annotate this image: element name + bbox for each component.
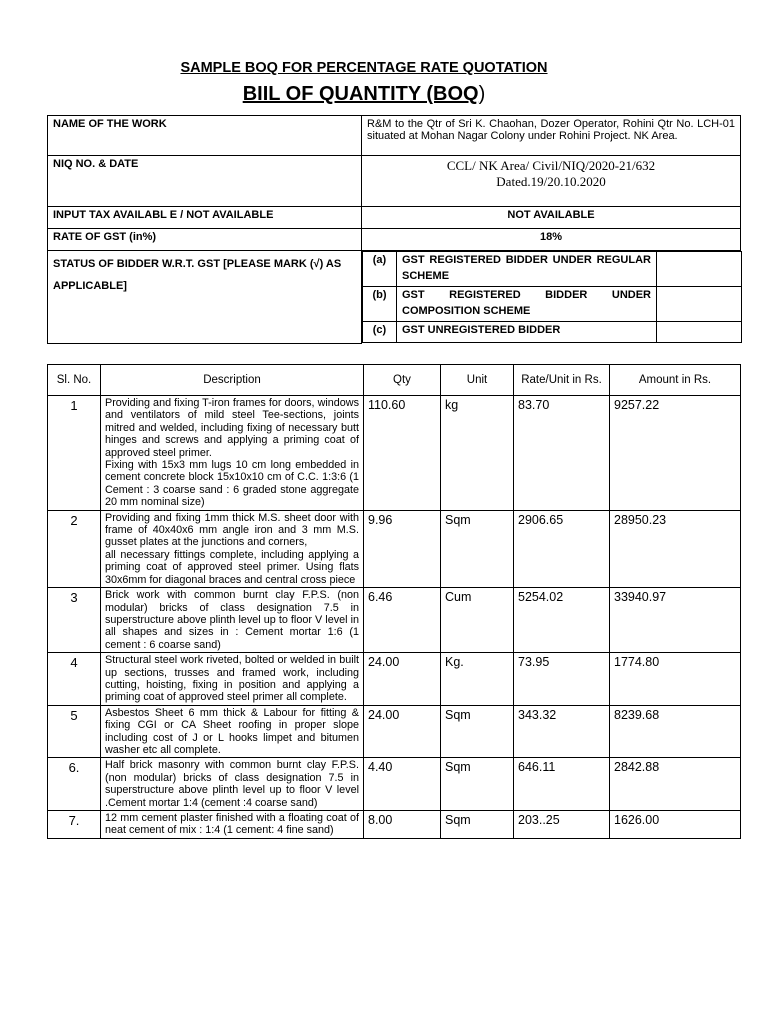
table-row [48,396,741,511]
status-option-a-text: GST REGISTERED BIDDER UNDER REGULAR SCHEME [397,252,657,287]
work-label: NAME OF THE WORK [48,116,362,156]
row-description-text: Providing and fixing 1mm thick M.S. sheet door with frame of 40x40x6 mm angle iron and 3 mm M.S. gusset plates at the junctions and corners, [105,511,359,549]
document-title [0,83,728,106]
tax-row [48,207,741,229]
tax-label: INPUT TAX AVAILABL E / NOT AVAILABLE [48,207,362,229]
row-description: Structural steel work riveted, bolted or welded in built up sections, trusses and framed work, including cutting, hoisting, fixing in position and applying a priming coat of approved steel primer all complete. [101,653,364,706]
status-options [362,251,741,344]
row-rate: 343.32 [514,705,610,758]
status-option-b-code: (b) [363,287,397,322]
document-title-paren: ) [478,83,486,105]
row-rate: 646.11 [514,758,610,811]
status-option-c-mark[interactable] [657,322,742,343]
row-description: Asbestos Sheet 6 mm thick & Labour for fitting & fixing CGI or CA Sheet roofing in proper slope including cost of J or L hooks limpet and bitumen washer etc all complete. [101,705,364,758]
row-unit: Sqm [441,705,514,758]
row-sl: 6. [48,758,101,811]
header-unit: Unit [441,365,514,396]
row-amount: 1774.80 [610,653,741,706]
row-qty: 9.96 [364,510,441,587]
row-qty: 110.60 [364,396,441,511]
header-sl: Sl. No. [48,365,101,396]
table-row [48,510,741,587]
row-description-text-2: Fixing with 15x3 mm lugs 10 cm long embedded in cement concrete block 15x10x10 cm of C.C. 1:3:6 (1 Cement : 3 coarse sand : 6 graded stone aggregate 20 mm nominal size) [105,459,359,509]
row-qty: 6.46 [364,588,441,653]
row-qty: 24.00 [364,653,441,706]
niq-row [48,156,741,207]
table-row [48,653,741,706]
status-option-a-mark[interactable] [657,252,742,287]
row-description-text-2: all necessary fittings complete, including applying a priming coat of approved steel primer. Using flats 30x6mm for diagonal braces and central cross piece [105,548,359,586]
row-rate: 2906.65 [514,510,610,587]
row-unit: Sqm [441,510,514,587]
row-amount: 33940.97 [610,588,741,653]
boq-header-row [48,365,741,396]
row-amount: 8239.68 [610,705,741,758]
status-option-b-mark[interactable] [657,287,742,322]
row-description: Brick work with common burnt clay F.P.S. (non modular) bricks of class designation 7.5 in superstructure above plinth level up to floor V level in all shapes and sizes in : Cement mortar 1:6 (1 cement : 6 coarse sand) [101,588,364,653]
tax-value: NOT AVAILABLE [362,207,741,229]
row-rate: 203..25 [514,811,610,839]
gst-rate-row [48,229,741,251]
niq-label: NIQ NO. & DATE [48,156,362,207]
document-title-main: BIIL OF QUANTITY (BOQ [242,83,479,105]
niq-date: Dated.19/20.10.2020 [496,174,606,189]
row-sl: 4 [48,653,101,706]
gst-rate-label: RATE OF GST (in%) [48,229,362,251]
work-row [48,116,741,156]
work-value: R&M to the Qtr of Sri K. Chaohan, Dozer Operator, Rohini Qtr No. LCH-01 situated at Mohan Nagar Colony under Rohini Project. NK Area. [362,116,741,156]
row-description [101,510,364,587]
row-rate: 83.70 [514,396,610,511]
row-sl: 5 [48,705,101,758]
status-option-c [363,322,742,343]
row-unit: Cum [441,588,514,653]
row-unit: kg [441,396,514,511]
row-amount: 1626.00 [610,811,741,839]
header-amount: Amount in Rs. [610,365,741,396]
row-unit: Kg. [441,653,514,706]
row-sl: 7. [48,811,101,839]
status-option-a [363,252,742,287]
row-qty: 8.00 [364,811,441,839]
row-description [101,396,364,511]
header-description: Description [101,365,364,396]
status-label: STATUS OF BIDDER W.R.T. GST [PLEASE MARK (√) AS APPLICABLE] [48,251,362,344]
row-amount: 2842.88 [610,758,741,811]
row-rate: 5254.02 [514,588,610,653]
row-amount: 9257.22 [610,396,741,511]
row-qty: 4.40 [364,758,441,811]
status-option-c-text: GST UNREGISTERED BIDDER [397,322,657,343]
row-qty: 24.00 [364,705,441,758]
row-sl: 3 [48,588,101,653]
row-unit: Sqm [441,811,514,839]
header-qty: Qty [364,365,441,396]
header-rate: Rate/Unit in Rs. [514,365,610,396]
row-rate: 73.95 [514,653,610,706]
row-description-text: Providing and fixing T-iron frames for doors, windows and ventilators of mild steel Tee-sections, joints mitred and welded, including fixing of necessary butt hinges and screws and applying a priming coat of approved steel primer. [105,397,359,459]
row-sl: 1 [48,396,101,511]
status-option-b-text: GST REGISTERED BIDDER UNDER COMPOSITION SCHEME [397,287,657,322]
document-subtitle: SAMPLE BOQ FOR PERCENTAGE RATE QUOTATION [180,60,548,76]
table-row [48,758,741,811]
status-options-table [362,251,742,343]
row-amount: 28950.23 [610,510,741,587]
table-row [48,811,741,839]
work-info-table [47,115,741,344]
niq-number: CCL/ NK Area/ Civil/NIQ/2020-21/632 [446,158,656,173]
row-description: 12 mm cement plaster finished with a floating coat of neat cement of mix : 1:4 (1 cement: 4 fine sand) [101,811,364,839]
table-row [48,588,741,653]
status-option-a-code: (a) [363,252,397,287]
row-description: Half brick masonry with common burnt clay F.P.S. (non modular) bricks of class designation 7.5 in superstructure above plinth level up to floor V level .Cement mortar 1:4 (cement :4 coarse sand) [101,758,364,811]
boq-table [47,364,741,839]
niq-value [362,156,741,207]
table-row [48,705,741,758]
status-option-b [363,287,742,322]
row-unit: Sqm [441,758,514,811]
gst-rate-value: 18% [362,229,741,251]
status-option-c-code: (c) [363,322,397,343]
row-sl: 2 [48,510,101,587]
status-row [48,251,741,344]
